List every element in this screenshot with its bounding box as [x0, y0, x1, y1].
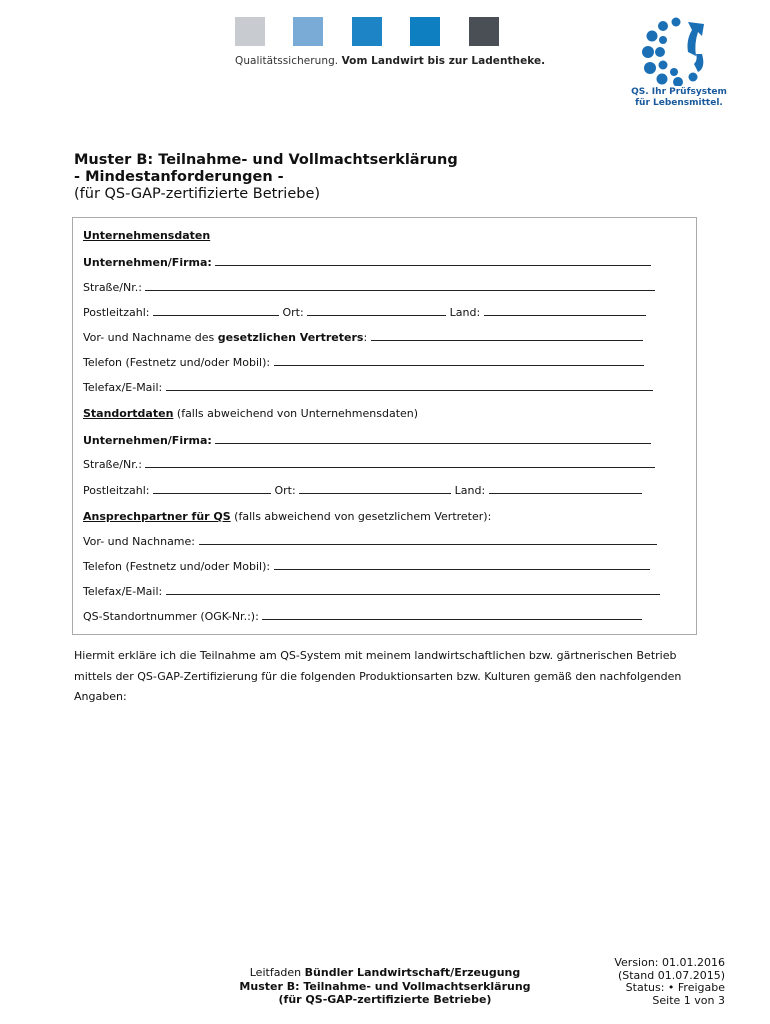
- qs-logo-icon: [636, 16, 718, 86]
- footer-line-1: [200, 966, 570, 980]
- street-2-input-line[interactable]: [145, 458, 655, 468]
- field-street-2: [83, 458, 655, 471]
- field-label: Vor- und Nachname:: [83, 535, 195, 548]
- heading-note: (falls abweichend von gesetzlichem Vertreter):: [230, 510, 492, 523]
- footer-line-3: (für QS-GAP-zertifizierte Betriebe): [278, 993, 492, 1006]
- field-label: :: [363, 331, 368, 344]
- color-square: [293, 17, 323, 46]
- tagline-bold: Vom Landwirt bis zur Ladentheke.: [341, 55, 546, 67]
- section-heading-contact: [83, 510, 491, 523]
- field-label-bold: gesetzlichen Vertreters: [217, 331, 364, 344]
- logo-line-1: QS. Ihr Prüfsystem: [631, 87, 727, 97]
- field-label: Straße/Nr.:: [83, 281, 142, 294]
- field-label: Ort:: [274, 484, 296, 497]
- footer-center: [200, 966, 570, 1007]
- field-label: Postleitzahl:: [83, 306, 150, 319]
- qs-number-input-line[interactable]: [262, 610, 642, 620]
- field-label: Unternehmen/Firma:: [83, 256, 212, 269]
- field-legal-representative: [83, 331, 643, 344]
- logo-line-2: für Lebensmittel.: [635, 98, 723, 108]
- page-number: Seite 1 von 3: [652, 993, 725, 1007]
- field-label: Land:: [449, 306, 481, 319]
- field-label: Vor- und Nachname des: [83, 331, 218, 344]
- field-fax-email-2: [83, 585, 660, 598]
- tagline: [235, 55, 545, 67]
- representative-input-line[interactable]: [371, 331, 643, 341]
- status-text: Status: • Freigabe: [625, 981, 725, 994]
- field-address: [83, 306, 646, 319]
- fax-email-input-line[interactable]: [166, 381, 653, 391]
- footer-version-block: [614, 957, 725, 1007]
- field-fax-email: [83, 381, 653, 394]
- field-label: QS-Standortnummer (OGK-Nr.:):: [83, 610, 259, 623]
- field-label: Telefon (Festnetz und/oder Mobil):: [83, 356, 271, 369]
- country-input-line[interactable]: [484, 306, 646, 316]
- heading-text: Ansprechpartner für QS: [83, 510, 231, 523]
- field-label: Unternehmen/Firma:: [83, 434, 212, 447]
- field-company-2: [83, 434, 651, 447]
- color-square: [352, 17, 382, 46]
- color-square: [469, 17, 499, 46]
- color-square: [410, 17, 440, 46]
- street-input-line[interactable]: [145, 281, 655, 291]
- field-label: Postleitzahl:: [83, 484, 150, 497]
- field-label: Ort:: [282, 306, 304, 319]
- title-line-2: - Mindestanforderungen -: [74, 169, 284, 185]
- section-heading-company: [83, 229, 210, 242]
- heading-text: Standortdaten: [83, 407, 174, 420]
- field-label: Telefax/E-Mail:: [83, 585, 163, 598]
- company-input-line[interactable]: [215, 256, 651, 266]
- declaration-paragraph: Hiermit erkläre ich die Teilnahme am QS-System mit meinem landwirtschaftlichen bzw. gärtnerischen Betrieb mittels der QS-GAP-Zertifizierung für die folgenden Produktionsarten bzw. Kulturen gemäß den nachfolgenden Angaben:: [74, 649, 682, 703]
- field-address-2: [83, 484, 642, 497]
- phone-2-input-line[interactable]: [274, 560, 650, 570]
- country-2-input-line[interactable]: [489, 484, 642, 494]
- heading-note: (falls abweichend von Unternehmensdaten): [173, 407, 419, 420]
- document-title: [74, 152, 458, 203]
- field-street: [83, 281, 655, 294]
- field-phone-2: [83, 560, 650, 573]
- title-line-1: Muster B: Teilnahme- und Vollmachtserklärung: [74, 152, 458, 168]
- qs-logo-text: [624, 87, 734, 109]
- fax-email-2-input-line[interactable]: [166, 585, 660, 595]
- field-label: Telefon (Festnetz und/oder Mobil):: [83, 560, 271, 573]
- field-qs-number: [83, 610, 642, 623]
- field-label: Land:: [454, 484, 486, 497]
- zip-2-input-line[interactable]: [153, 484, 271, 494]
- city-input-line[interactable]: [307, 306, 446, 316]
- zip-input-line[interactable]: [153, 306, 279, 316]
- phone-input-line[interactable]: [274, 356, 644, 366]
- section-heading-location: [83, 407, 418, 420]
- footer-line-2: Muster B: Teilnahme- und Vollmachtserklärung: [239, 979, 531, 993]
- footer-text-bold: Bündler Landwirtschaft/Erzeugung: [304, 966, 521, 979]
- version-text: Version: 01.01.2016: [614, 956, 725, 969]
- title-line-3: (für QS-GAP-zertifizierte Betriebe): [74, 186, 321, 202]
- tagline-normal: Qualitätssicherung.: [235, 55, 342, 67]
- field-label: Telefax/E-Mail:: [83, 381, 163, 394]
- field-phone: [83, 356, 644, 369]
- field-contact-name: [83, 535, 657, 548]
- footer-text: Leitfaden: [249, 966, 305, 979]
- city-2-input-line[interactable]: [299, 484, 451, 494]
- color-square: [235, 17, 265, 46]
- contact-name-input-line[interactable]: [199, 535, 657, 545]
- field-company: [83, 256, 651, 269]
- company-2-input-line[interactable]: [215, 434, 651, 444]
- stand-text: (Stand 01.07.2015): [617, 968, 725, 982]
- field-label: Straße/Nr.:: [83, 458, 142, 471]
- heading-text: Unternehmensdaten: [83, 229, 211, 242]
